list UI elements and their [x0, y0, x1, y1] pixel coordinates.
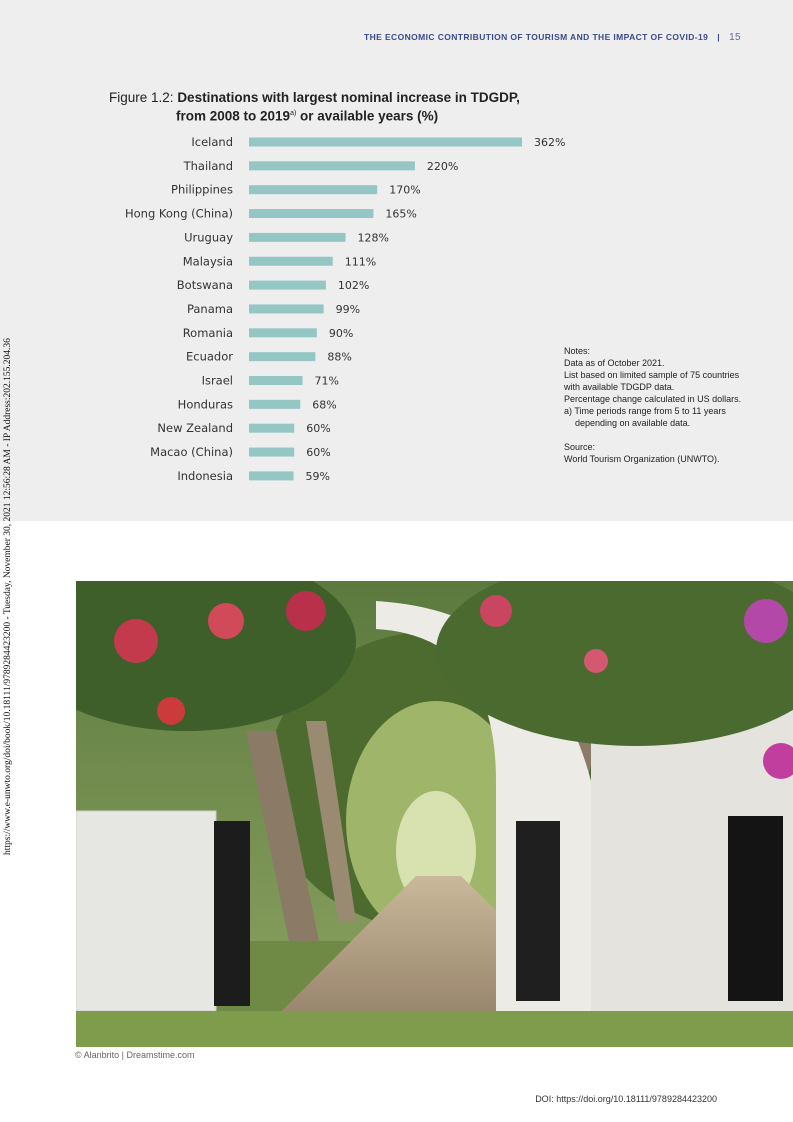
figure-title	[109, 90, 569, 125]
category-label: Romania	[182, 325, 233, 340]
source-heading: Source:	[564, 442, 596, 452]
figure-title-line2	[109, 106, 569, 125]
photo-credit: © Alanbrito | Dreamstime.com	[75, 1050, 195, 1060]
value-label: 68%	[312, 398, 337, 412]
bar-chart	[0, 134, 600, 494]
bar	[249, 161, 415, 170]
notes-footnote-a: a) Time periods range from 5 to 11 years	[564, 406, 726, 416]
bar	[249, 424, 294, 433]
bar	[249, 138, 522, 147]
category-label: Panama	[186, 301, 233, 316]
value-label: 99%	[335, 302, 361, 316]
category-label: Malaysia	[182, 254, 233, 269]
value-label: 102%	[337, 279, 370, 293]
value-label: 90%	[328, 326, 354, 340]
value-label: 111%	[344, 255, 377, 269]
value-label: 60%	[306, 422, 331, 436]
bar	[249, 233, 346, 242]
notes-heading: Notes:	[564, 346, 591, 356]
figure-title-line2-b: or available years (%)	[296, 108, 439, 124]
bar	[249, 257, 333, 266]
bar	[249, 376, 303, 385]
category-label: New Zealand	[157, 421, 233, 436]
header-separator: |	[717, 32, 721, 42]
category-label: Philippines	[171, 182, 233, 197]
doi-link[interactable]: DOI: https://doi.org/10.18111/9789284423200	[535, 1094, 717, 1104]
value-label: 170%	[389, 183, 421, 197]
bar	[249, 400, 300, 409]
value-label: 165%	[385, 207, 417, 221]
bar	[249, 281, 326, 290]
value-label: 60%	[306, 446, 331, 460]
running-title: THE ECONOMIC CONTRIBUTION OF TOURISM AND THE IMPACT OF COVID-19	[364, 32, 709, 42]
notes-line: Percentage change calculated in US dollars.	[564, 394, 742, 404]
running-header	[364, 32, 741, 43]
value-label: 362%	[534, 136, 566, 149]
value-label: 71%	[314, 374, 339, 388]
photo-illustration	[76, 581, 793, 1047]
category-label: Honduras	[177, 397, 233, 412]
category-label: Thailand	[183, 158, 233, 173]
figure-title-line1: Destinations with largest nominal increase in TDGDP,	[177, 90, 520, 105]
figure-number: Figure 1.2:	[109, 90, 174, 105]
category-label: Hong Kong (China)	[125, 206, 233, 221]
category-label: Israel	[201, 373, 233, 388]
value-label: 59%	[305, 469, 330, 483]
bar	[249, 185, 377, 194]
bar	[249, 328, 317, 337]
source-text: World Tourism Organization (UNWTO).	[564, 454, 720, 464]
bar	[249, 448, 294, 457]
notes-line: List based on limited sample of 75 countries with available TDGDP data.	[564, 370, 740, 392]
value-label: 128%	[357, 231, 389, 245]
bar	[249, 304, 324, 313]
bar	[249, 471, 293, 480]
figure-title-line2-a: from 2008 to 2019	[176, 108, 291, 124]
notes-line: Data as of October 2021.	[564, 358, 665, 368]
garden-archway-photo	[76, 581, 793, 1047]
side-watermark: https://www.e-unwto.org/doi/book/10.18111/9789284423200 - Tuesday, November 30, 2021 12:56:28 AM - IP Address:202.155.204.36	[3, 338, 13, 855]
value-label: 220%	[426, 159, 459, 173]
category-label: Ecuador	[186, 349, 233, 364]
figure-title-footnote-mark: a)	[290, 110, 297, 117]
figure-notes	[564, 345, 749, 465]
category-label: Iceland	[191, 135, 233, 149]
bar	[249, 352, 315, 361]
category-label: Macao (China)	[150, 445, 233, 460]
notes-footnote-a-cont: depending on available data.	[575, 418, 691, 428]
category-label: Indonesia	[177, 468, 233, 483]
page-number: 15	[729, 32, 741, 43]
value-label: 88%	[327, 350, 352, 364]
category-label: Botswana	[176, 278, 233, 293]
category-label: Uruguay	[184, 230, 233, 245]
bar	[249, 209, 373, 218]
